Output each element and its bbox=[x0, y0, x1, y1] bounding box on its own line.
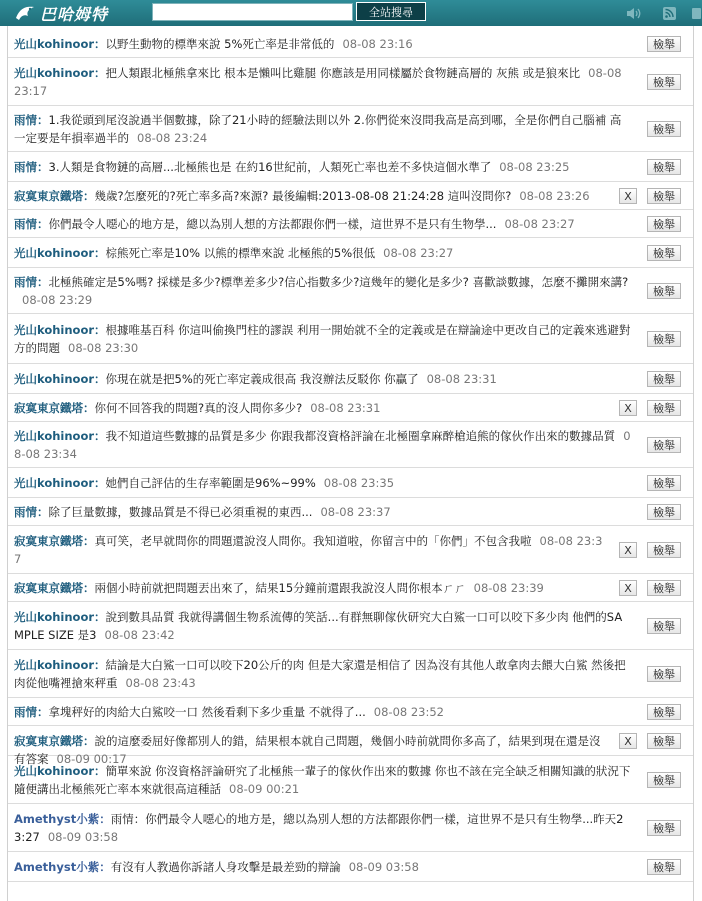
author-separator: ： bbox=[37, 113, 49, 127]
comment-author-link[interactable]: 光山kohinoor bbox=[14, 610, 95, 624]
author-separator: ： bbox=[37, 705, 49, 719]
comment-row bbox=[8, 698, 693, 726]
comment-row bbox=[8, 182, 693, 210]
report-button[interactable]: 檢舉 bbox=[647, 772, 681, 788]
report-button[interactable]: 檢舉 bbox=[647, 666, 681, 682]
comment-text bbox=[14, 111, 631, 147]
comment-timestamp: 08-08 23:42 bbox=[104, 628, 175, 642]
report-button[interactable]: 檢舉 bbox=[647, 618, 681, 634]
comment-timestamp: 08-08 23:26 bbox=[519, 189, 590, 203]
comment-timestamp: 08-08 23:31 bbox=[426, 372, 497, 386]
comment-body: 1.我從頭到尾沒說過半個數據，除了21小時的經驗法則以外 2.你們從來沒問我高是高到哪，全是你們自己腦補 高一定要是年損率過半的 bbox=[14, 113, 622, 145]
comment-text bbox=[14, 215, 631, 233]
search-input[interactable] bbox=[152, 3, 353, 21]
comment-timestamp: 08-08 23:29 bbox=[22, 293, 93, 307]
report-button[interactable]: 檢舉 bbox=[647, 733, 681, 749]
comment-author-link[interactable]: Amethyst小紫 bbox=[14, 860, 100, 874]
comment-text bbox=[14, 503, 631, 521]
comment-row bbox=[8, 106, 693, 152]
comment-row bbox=[8, 152, 693, 182]
comment-text bbox=[14, 608, 631, 644]
comment-text bbox=[14, 64, 631, 100]
comment-row bbox=[8, 526, 693, 574]
author-separator: ： bbox=[94, 323, 106, 337]
delete-comment-button[interactable]: X bbox=[619, 400, 637, 416]
comment-body: 除了巨量數據，數據品質是不得已必須重視的東西... bbox=[48, 505, 313, 519]
comment-text bbox=[14, 399, 603, 417]
comment-timestamp: 08-08 23:27 bbox=[383, 246, 454, 260]
comment-row bbox=[8, 422, 693, 468]
comment-row bbox=[8, 756, 693, 804]
comment-row bbox=[8, 574, 693, 602]
comment-timestamp: 08-08 23:39 bbox=[473, 581, 544, 595]
report-button[interactable]: 檢舉 bbox=[647, 475, 681, 491]
comment-author-link[interactable]: 雨情 bbox=[14, 275, 37, 289]
comment-author-link[interactable]: 雨情 bbox=[14, 217, 37, 231]
author-separator: ： bbox=[83, 401, 95, 415]
comment-body: 北極熊確定是5%嗎? 採樣是多少?標準差多少?信心指數多少?這幾年的變化是多少? 喜歡談數據，怎麼不攤開來講? bbox=[48, 275, 629, 289]
comment-body: 說的這麼委屈好像都別人的錯，結果根本就自己問題，幾個小時前就問你多高了，結果到現在還是沒有答案 bbox=[14, 734, 601, 766]
comment-timestamp: 08-09 03:58 bbox=[47, 830, 119, 844]
comment-row bbox=[8, 58, 693, 106]
report-button[interactable]: 檢舉 bbox=[647, 121, 681, 137]
comment-timestamp: 08-09 00:17 bbox=[56, 752, 127, 766]
comment-author-link[interactable]: 寂寞東京鐵塔 bbox=[14, 401, 83, 415]
comment-timestamp: 08-08 23:24 bbox=[137, 131, 208, 145]
comment-row bbox=[8, 498, 693, 526]
comment-author-link[interactable]: 光山kohinoor bbox=[14, 476, 95, 490]
author-separator: ： bbox=[94, 37, 106, 51]
author-separator: ： bbox=[94, 658, 106, 672]
report-button[interactable]: 檢舉 bbox=[647, 542, 681, 558]
report-button[interactable]: 檢舉 bbox=[647, 859, 681, 875]
comment-author-link[interactable]: 光山kohinoor bbox=[14, 764, 95, 778]
comment-body: 3.人類是食物鏈的高層...北極熊也是 在約16世紀前，人類死亡率也差不多快這個水準了 bbox=[48, 160, 492, 174]
report-button[interactable]: 檢舉 bbox=[647, 159, 681, 175]
comment-timestamp: 08-08 23:52 bbox=[373, 705, 444, 719]
comment-timestamp: 08-08 23:31 bbox=[310, 401, 381, 415]
comment-body: 兩個小時前就把問題丟出來了，結果15分鐘前還跟我說沒人問你根本ㄏㄏ bbox=[94, 581, 466, 595]
author-separator: ： bbox=[83, 534, 95, 548]
comment-timestamp: 08-08 23:35 bbox=[323, 476, 395, 490]
comment-timestamp: 08-08 23:25 bbox=[499, 160, 570, 174]
comment-timestamp: 08-08 23:43 bbox=[125, 676, 196, 690]
comment-body: 根據唯基百科 你這叫偷換門柱的謬誤 利用一開始就不全的定義或是在辯論途中更改自己的定義來逃避對方的問題 bbox=[14, 323, 631, 355]
comment-text bbox=[14, 579, 603, 597]
comment-author-link[interactable]: 寂寞東京鐵塔 bbox=[14, 534, 83, 548]
report-button[interactable]: 檢舉 bbox=[647, 188, 681, 204]
comment-body: 把人類跟北極熊拿來比 根本是懶叫比雞腿 你應該是用同樣屬於食物鏈高層的 灰熊 或是狼來比 bbox=[105, 66, 581, 80]
comment-text bbox=[14, 532, 603, 568]
site-logo[interactable] bbox=[14, 3, 108, 23]
comment-author-link[interactable]: 寂寞東京鐵塔 bbox=[14, 189, 83, 203]
comment-body: 真可笑，老早就問你的問題還說沒人問你。我知道啦，你留言中的「你們」不包含我啦 bbox=[94, 534, 532, 548]
scroll-icon[interactable] bbox=[690, 7, 702, 20]
comment-author-link[interactable]: 雨情 bbox=[14, 705, 37, 719]
comment-row bbox=[8, 238, 693, 268]
comment-author-link[interactable]: 光山kohinoor bbox=[14, 66, 95, 80]
report-button[interactable]: 檢舉 bbox=[647, 36, 681, 52]
comment-text bbox=[14, 370, 631, 388]
comment-author-link[interactable]: 寂寞東京鐵塔 bbox=[14, 734, 83, 748]
comment-text bbox=[14, 321, 631, 357]
comment-body: 你現在就是把5%的死亡率定義成很高 我沒辦法反駁你 你贏了 bbox=[105, 372, 419, 386]
comment-row bbox=[8, 364, 693, 394]
report-button[interactable]: 檢舉 bbox=[647, 580, 681, 596]
comment-author-link[interactable]: 雨情 bbox=[14, 505, 37, 519]
comment-list bbox=[0, 30, 702, 901]
comment-text bbox=[14, 35, 631, 53]
comment-row bbox=[8, 650, 693, 698]
comment-timestamp: 08-08 23:27 bbox=[504, 217, 575, 231]
comment-body: 拿塊秤好的肉給大白鯊咬一口 然後看剩下多少重量 不就得了... bbox=[48, 705, 366, 719]
comment-text bbox=[14, 187, 603, 205]
comment-body: 幾歲?怎麼死的?死亡率多高?來源? 最後編輯:2013-08-08 21:24:28 這叫沒問你? bbox=[94, 189, 512, 203]
comment-text bbox=[14, 158, 631, 176]
delete-comment-button[interactable]: X bbox=[619, 188, 637, 204]
search-button[interactable]: 全站搜尋 bbox=[356, 2, 426, 21]
top-bar bbox=[0, 0, 702, 26]
author-separator: ： bbox=[83, 189, 95, 203]
logo-text: 巴哈姆特 bbox=[40, 4, 109, 24]
author-separator: ： bbox=[94, 246, 106, 260]
report-button[interactable]: 檢舉 bbox=[647, 820, 681, 836]
author-separator: ： bbox=[94, 66, 106, 80]
comment-body: 棕熊死亡率是10% 以熊的標準來說 北極熊的5%很低 bbox=[105, 246, 376, 260]
comment-body: 簡單來說 你沒資格評論研究了北極熊一輩子的傢伙作出來的數據 你也不該在完全缺乏相關知識的狀況下隨便講出北極熊死亡率本來就很高這種話 bbox=[14, 764, 631, 796]
report-button[interactable]: 檢舉 bbox=[647, 437, 681, 453]
comment-text bbox=[14, 656, 631, 692]
comment-row bbox=[8, 726, 693, 766]
comment-timestamp: 08-08 23:17 bbox=[14, 66, 622, 98]
report-button[interactable]: 檢舉 bbox=[647, 283, 681, 299]
comment-row bbox=[8, 804, 693, 852]
comment-row bbox=[8, 852, 693, 882]
comment-timestamp: 08-08 23:16 bbox=[342, 37, 413, 51]
delete-comment-button[interactable]: X bbox=[619, 542, 637, 558]
comment-text bbox=[14, 474, 631, 492]
comment-body: 我不知道這些數據的品質是多少 你跟我都沒資格評論在北極圈拿麻醉槍追熊的傢伙作出來的數據品質 bbox=[105, 429, 616, 443]
author-separator: ： bbox=[37, 160, 49, 174]
author-separator: ： bbox=[94, 429, 106, 443]
volume-icon[interactable] bbox=[626, 7, 642, 20]
comment-text bbox=[14, 858, 631, 876]
delete-comment-button[interactable]: X bbox=[619, 580, 637, 596]
comment-timestamp: 08-08 23:30 bbox=[68, 341, 139, 355]
comment-timestamp: 08-08 23:34 bbox=[14, 429, 631, 461]
comment-author-link[interactable]: 雨情 bbox=[14, 160, 37, 174]
comment-author-link[interactable]: 光山kohinoor bbox=[14, 323, 95, 337]
author-separator: ： bbox=[99, 812, 111, 826]
comment-author-link[interactable]: 光山kohinoor bbox=[14, 246, 95, 260]
comment-text bbox=[14, 273, 631, 309]
author-separator: ： bbox=[94, 610, 106, 624]
author-separator: ： bbox=[37, 275, 49, 289]
comment-author-link[interactable]: Amethyst小紫 bbox=[14, 812, 100, 826]
comment-text bbox=[14, 762, 631, 798]
author-separator: ： bbox=[94, 476, 106, 490]
author-separator: ： bbox=[83, 581, 95, 595]
author-separator: ： bbox=[94, 764, 106, 778]
report-button[interactable]: 檢舉 bbox=[647, 331, 681, 347]
author-separator: ： bbox=[37, 217, 49, 231]
dragon-logo-icon bbox=[14, 4, 36, 22]
comment-timestamp: 08-08 23:37 bbox=[14, 534, 603, 566]
report-button[interactable]: 檢舉 bbox=[647, 504, 681, 520]
comment-body: 你何不回答我的問題?真的沒人問你多少? bbox=[94, 401, 303, 415]
comment-body: 結論是大白鯊一口可以咬下20公斤的肉 但是大家還是相信了 因為沒有其他人敢拿肉去餵大白鯊 然後把肉從他嘴裡搶來秤重 bbox=[14, 658, 626, 690]
author-separator: ： bbox=[99, 860, 111, 874]
comment-row bbox=[8, 268, 693, 314]
comment-body: 說到數具品質 我就得講個生物系流傳的笑話...有群無聊傢伙研究大白鯊一口可以咬下多少肉 他們的SAMPLE SIZE 是3 bbox=[14, 610, 623, 642]
comment-row bbox=[8, 30, 693, 58]
comment-timestamp: 08-08 23:37 bbox=[320, 505, 391, 519]
comment-text bbox=[14, 703, 631, 721]
comment-author-link[interactable]: 寂寞東京鐵塔 bbox=[14, 581, 83, 595]
comment-author-link[interactable]: 光山kohinoor bbox=[14, 658, 95, 672]
report-button[interactable]: 檢舉 bbox=[647, 704, 681, 720]
report-button[interactable]: 檢舉 bbox=[647, 216, 681, 232]
comment-timestamp: 08-09 00:21 bbox=[229, 782, 300, 796]
delete-comment-button[interactable]: X bbox=[619, 733, 637, 749]
comment-row bbox=[8, 314, 693, 364]
comment-row bbox=[8, 394, 693, 422]
comment-body: 你們最令人噁心的地方是，總以為別人想的方法都跟你們一樣，這世界不是只有生物學... bbox=[48, 217, 497, 231]
report-button[interactable]: 檢舉 bbox=[647, 400, 681, 416]
rss-icon[interactable] bbox=[662, 7, 678, 20]
comment-row bbox=[8, 210, 693, 238]
comment-author-link[interactable]: 光山kohinoor bbox=[14, 37, 95, 51]
comment-body: 以野生動物的標準來說 5%死亡率是非常低的 bbox=[105, 37, 335, 51]
comment-author-link[interactable]: 光山kohinoor bbox=[14, 372, 95, 386]
comment-text bbox=[14, 427, 631, 463]
report-button[interactable]: 檢舉 bbox=[647, 371, 681, 387]
author-separator: ： bbox=[94, 372, 106, 386]
author-separator: ： bbox=[37, 505, 49, 519]
comment-body: 有沒有人教過你訴諸人身攻擊是最差勁的辯論 bbox=[110, 860, 341, 874]
author-separator: ： bbox=[83, 734, 95, 748]
report-button[interactable]: 檢舉 bbox=[647, 245, 681, 261]
comment-row bbox=[8, 602, 693, 650]
comment-body: 她們自己評估的生存率範圍是96%~99% bbox=[105, 476, 316, 490]
comment-text bbox=[14, 810, 631, 846]
comment-author-link[interactable]: 雨情 bbox=[14, 113, 37, 127]
comment-body: 雨情：你們最令人噁心的地方是，總以為別人想的方法都跟你們一樣，這世界不是只有生物學...昨天23:27 bbox=[14, 812, 624, 844]
comment-text bbox=[14, 244, 631, 262]
report-button[interactable]: 檢舉 bbox=[647, 74, 681, 90]
comment-author-link[interactable]: 光山kohinoor bbox=[14, 429, 95, 443]
comment-timestamp: 08-09 03:58 bbox=[348, 860, 419, 874]
comment-row bbox=[8, 468, 693, 498]
